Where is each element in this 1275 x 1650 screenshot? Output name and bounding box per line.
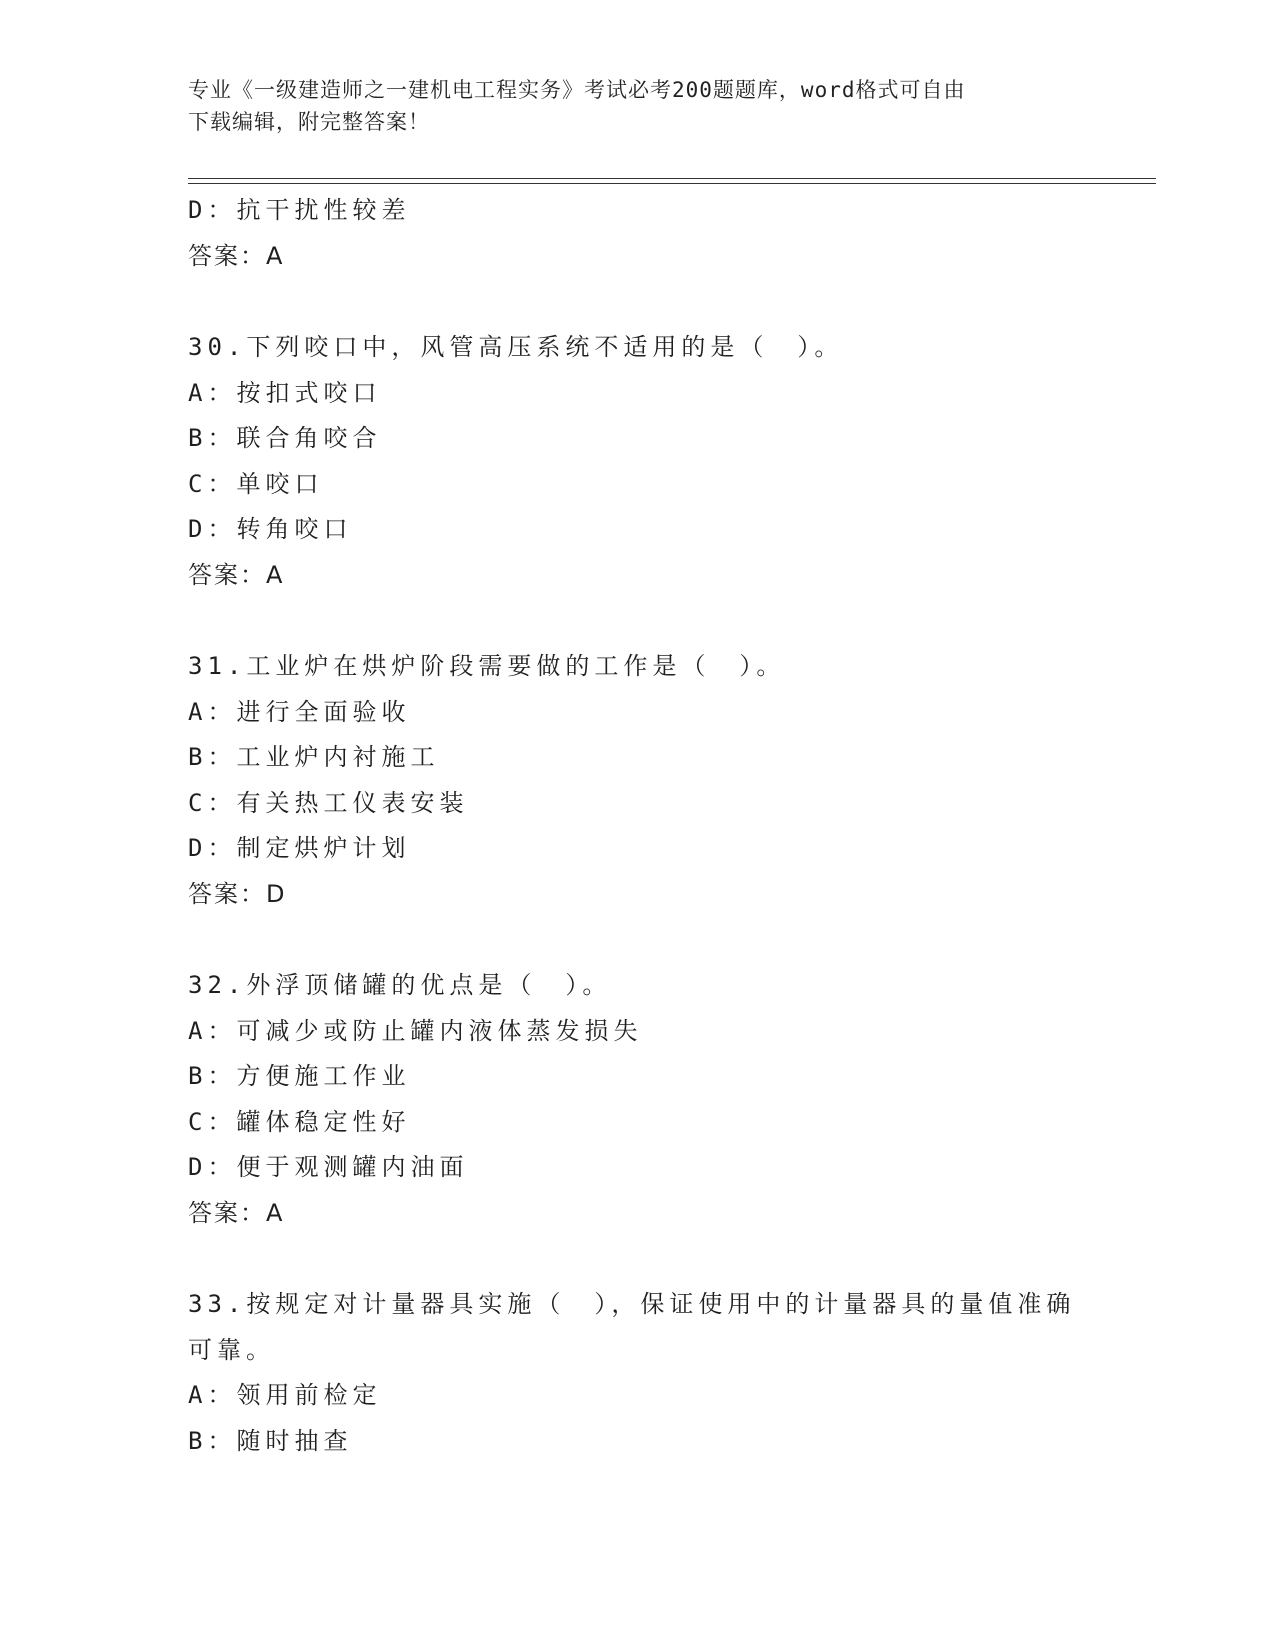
question-32 [188,963,1148,1236]
option-d: D：便于观测罐内油面 [188,1153,469,1181]
document-header [188,74,1088,138]
answer-line: 答案：A [188,1198,285,1227]
answer-line: 答案：A [188,560,285,589]
option-c: C：单咬口 [188,469,324,498]
answer-line: 答案：D [188,879,287,908]
option-b: B：随时抽查 [188,1426,353,1455]
option-a: A：领用前检定 [188,1381,382,1409]
header-rule-bottom [188,183,1156,184]
header-line-2: 下载编辑，附完整答案！ [188,110,430,134]
question-stem-line-2: 可靠。 [188,1335,275,1364]
option-b: B：方便施工作业 [188,1062,411,1090]
question-31 [188,644,1148,917]
option-d: D：转角咬口 [188,515,353,543]
header-rule-top [188,178,1156,179]
question-stem: 31.工业炉在烘炉阶段需要做的工作是（ ）。 [188,652,786,680]
option-a: A：按扣式咬口 [188,378,382,407]
question-33 [188,1282,1148,1464]
question-30 [188,325,1148,598]
option-b: B：工业炉内衬施工 [188,743,440,771]
option-d: D：制定烘炉计划 [188,834,411,862]
answer-line: 答案：A [188,241,285,270]
option-a: A：进行全面验收 [188,697,411,726]
option-a: A：可减少或防止罐内液体蒸发损失 [188,1016,643,1045]
option-d: D：抗干扰性较差 [188,196,411,224]
question-stem: 30.下列咬口中，风管高压系统不适用的是（ ）。 [188,333,844,361]
question-stem: 32.外浮顶储罐的优点是（ ）。 [188,971,612,999]
header-line-1: 专业《一级建造师之一建机电工程实务》考试必考200题题库，word格式可自由 [188,78,966,102]
question-list [188,188,1148,1464]
option-c: C：罐体稳定性好 [188,1107,411,1136]
question-stem-line-1: 33.按规定对计量器具实施（ ），保证使用中的计量器具的量值准确 [188,1290,1076,1318]
option-b: B：联合角咬合 [188,424,382,452]
option-c: C：有关热工仪表安装 [188,788,469,817]
